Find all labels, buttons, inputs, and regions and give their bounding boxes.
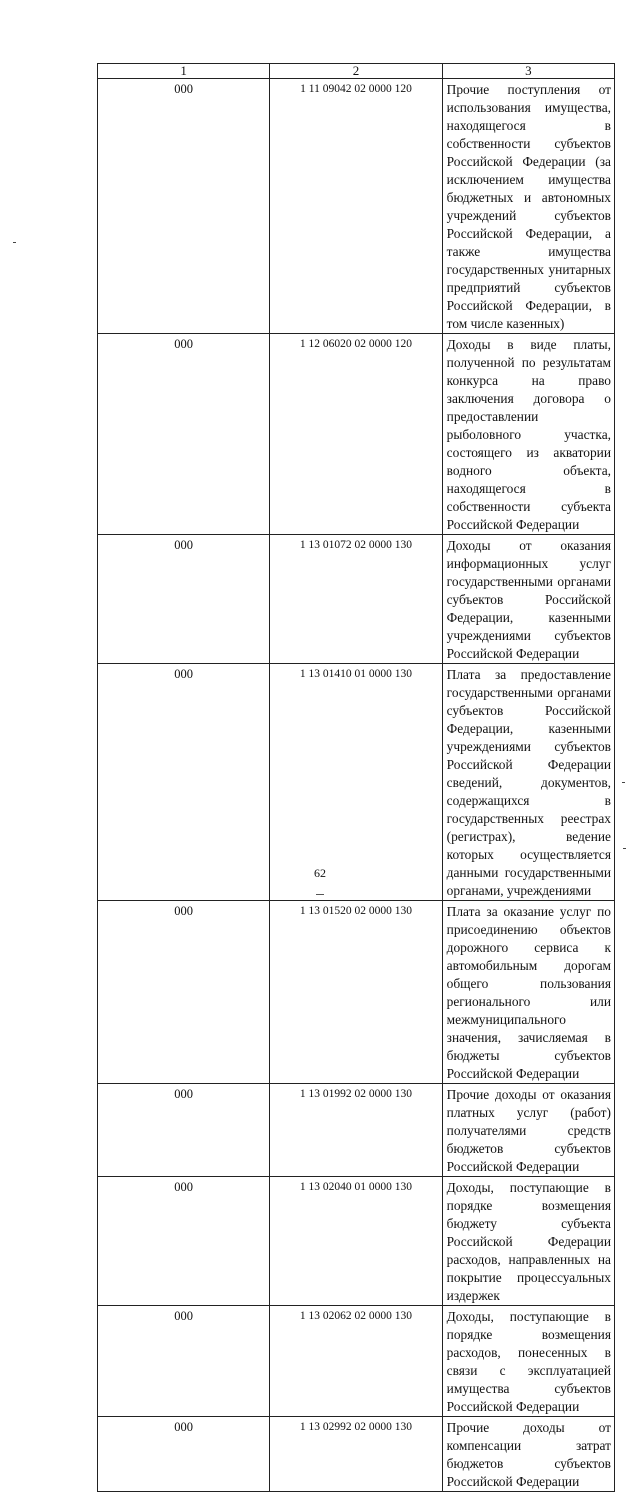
table-row [98,1177,615,1306]
revenue-name-cell: Прочие доходы от оказания платных услуг (работ) получателями средств бюджетов субъектов Российской Федерации [442,1084,614,1177]
admin-code-cell: 000 [98,1084,270,1177]
budget-code-cell: 1 11 09042 02 0000 120 [270,79,442,334]
budget-code-cell: 1 13 01072 02 0000 130 [270,535,442,664]
revenue-name-cell: Прочие поступления от использования имущества, находящегося в собственности субъектов Российской Федерации (за исключением имущества бюджетных и автономных учреждений субъектов Российской Федерации, а также имущества государственных унитарных предприятий субъектов Российской Федерации, в том числе казенных) [442,79,614,334]
budget-code-cell: 1 13 01992 02 0000 130 [270,1084,442,1177]
revenue-codes-table [97,63,615,1492]
budget-code-cell: 1 13 02062 02 0000 130 [270,1306,442,1417]
table-row [98,1306,615,1417]
table-row [98,1084,615,1177]
admin-code-cell: 000 [98,535,270,664]
budget-code-cell: 1 12 06020 02 0000 120 [270,334,442,535]
table-row [98,664,615,901]
admin-code-cell: 000 [98,1417,270,1492]
column-header: 1 [98,64,270,79]
table-row [98,79,615,334]
revenue-name-cell: Прочие доходы от компенсации затрат бюджетов субъектов Российской Федерации [442,1417,614,1492]
column-header: 3 [442,64,614,79]
revenue-name-cell: Доходы в виде платы, полученной по результатам конкурса на право заключения договора о предоставлении рыболовного участка, состоящего из акватории водного объекта, находящегося в собственности субъекта Российской Федерации [442,334,614,535]
table-row [98,535,615,664]
column-header: 2 [270,64,442,79]
budget-code-cell: 1 13 01520 02 0000 130 [270,901,442,1084]
revenue-name-cell: Плата за предоставление государственными органами субъектов Российской Федерации, казенными учреждениями субъектов Российской Федерации сведений, документов, содержащихся в государственных реестрах (регистрах), ведение которых осуществляется данными государственными органами, учреждениями [442,664,614,901]
page-number: 62 [314,866,326,880]
budget-code-cell: 1 13 02992 02 0000 130 [270,1417,442,1492]
admin-code-cell: 000 [98,334,270,535]
budget-code-cell: 1 13 02040 01 0000 130 [270,1177,442,1306]
admin-code-cell: 000 [98,1306,270,1417]
table-header-row [98,64,615,79]
revenue-name-cell: Доходы, поступающие в порядке возмещения расходов, понесенных в связи с эксплуатацией имущества субъектов Российской Федерации [442,1306,614,1417]
footer-mark [316,894,324,895]
scan-mark [622,782,625,783]
admin-code-cell: 000 [98,1177,270,1306]
table-row [98,901,615,1084]
revenue-name-cell: Плата за оказание услуг по присоединению объектов дорожного сервиса к автомобильным дорогам общего пользования регионального или межмуниципального значения, зачисляемая в бюджеты субъектов Российской Федерации [442,901,614,1084]
admin-code-cell: 000 [98,79,270,334]
budget-code-cell: 1 13 01410 01 0000 130 [270,664,442,901]
admin-code-cell: 000 [98,901,270,1084]
table-row [98,1417,615,1492]
scan-mark [13,242,16,243]
table-row [98,334,615,535]
scan-mark [623,848,626,849]
revenue-name-cell: Доходы от оказания информационных услуг государственными органами субъектов Российской Федерации, казенными учреждениями субъектов Российской Федерации [442,535,614,664]
admin-code-cell: 000 [98,664,270,901]
revenue-name-cell: Доходы, поступающие в порядке возмещения бюджету субъекта Российской Федерации расходов, направленных на покрытие процессуальных издержек [442,1177,614,1306]
